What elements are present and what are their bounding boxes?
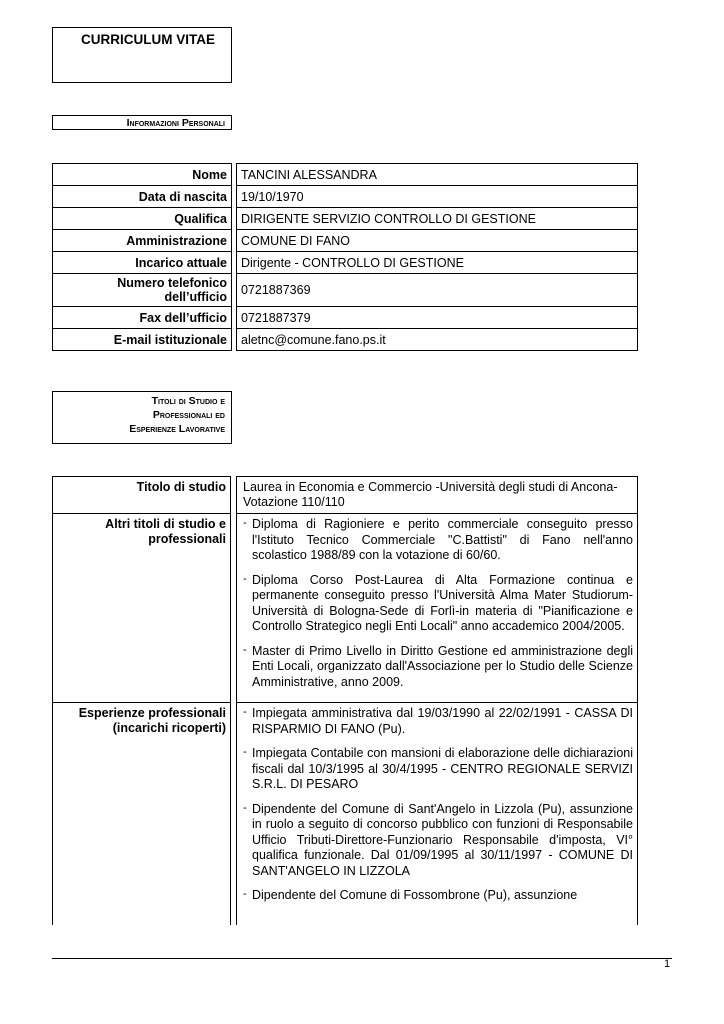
row-label: Numero telefonico dell’ufficio [52, 274, 232, 307]
list-item [243, 802, 633, 880]
row-value [236, 703, 638, 925]
row-label: Incarico attuale [52, 252, 232, 274]
row-label: Altri titoli di studio e professionali [52, 514, 231, 703]
table-row [52, 230, 638, 252]
dash-bullet-icon: - [243, 746, 247, 758]
row-value [236, 514, 638, 703]
list-item [243, 573, 633, 635]
footer-divider [52, 958, 672, 959]
list-item-text: Diploma Corso Post-Laurea di Alta Formazione continua e permanente conseguito presso l'Università Alma Mater Studiorum-Università di Bologna-Sede di Forlì-in materia di "Pianificazione e Controllo Strategico negli Enti Locali" anno accademico 2004/2005. [252, 572, 633, 633]
row-label: Esperienze professionali (incarichi ricoperti) [52, 703, 231, 925]
section-heading-studies [52, 391, 232, 444]
list-item [243, 517, 633, 564]
row-value: COMUNE DI FANO [236, 230, 638, 252]
row-label: Fax dell’ufficio [52, 307, 232, 329]
table-row [52, 186, 638, 208]
dash-bullet-icon: - [243, 801, 247, 814]
title-box [52, 27, 232, 83]
list-item-text: Master di Primo Livello in Diritto Gestione ed amministrazione degli Enti Locali, organizzato dall'Associazione per lo Studio delle Scienze Amministrative, anno 2009. [252, 643, 633, 689]
list-item-text: Dipendente del Comune di Fossombrone (Pu), assunzione [252, 888, 578, 902]
table-row [52, 208, 638, 230]
section-heading-line: Esperienze Lavorative [129, 423, 225, 435]
row-value: 0721887369 [236, 274, 638, 307]
dash-bullet-icon: - [243, 517, 247, 529]
dash-bullet-icon: - [243, 572, 247, 585]
table-row [52, 307, 638, 329]
table-row [52, 274, 638, 307]
row-value: TANCINI ALESSANDRA [236, 163, 638, 186]
row-label: Qualifica [52, 208, 232, 230]
row-label: Nome [52, 163, 232, 186]
row-value: 0721887379 [236, 307, 638, 329]
list-item-text: Impiegata Contabile con mansioni di elaborazione delle dichiarazioni fiscali dal 10/3/1995 al 30/4/1995 - CENTRO REGIONALE SERVIZI S.R.L. DI PESARO [252, 746, 633, 791]
table-row [52, 476, 638, 514]
list-item [243, 746, 633, 793]
list-item [243, 888, 633, 904]
row-label: E-mail istituzionale [52, 329, 232, 351]
table-row [52, 163, 638, 186]
page-title: CURRICULUM VITAE [81, 32, 215, 47]
dash-bullet-icon: - [243, 706, 247, 718]
list-item [243, 706, 633, 737]
row-value: DIRIGENTE SERVIZIO CONTROLLO DI GESTIONE [236, 208, 638, 230]
page-number: 1 [664, 958, 671, 970]
row-label: Data di nascita [52, 186, 232, 208]
dash-bullet-icon: - [243, 643, 247, 656]
row-label: Amministrazione [52, 230, 232, 252]
row-value: aletnc@comune.fano.ps.it [236, 329, 638, 351]
table-row [52, 514, 638, 703]
studies-table [52, 476, 638, 925]
list-item [243, 644, 633, 691]
section-heading-line: Professionali ed [152, 409, 225, 421]
row-value: Laurea in Economia e Commercio -Università degli studi di Ancona- Votazione 110/110 [236, 476, 638, 514]
list-item-text: Impiegata amministrativa dal 19/03/1990 al 22/02/1991 - CASSA DI RISPARMIO DI FANO (Pu). [252, 706, 633, 736]
table-row [52, 252, 638, 274]
row-value: Dirigente - CONTROLLO DI GESTIONE [236, 252, 638, 274]
section-heading-line: Titoli di Studio e [151, 395, 225, 407]
personal-info-table [52, 163, 638, 351]
list-item-text: Dipendente del Comune di Sant'Angelo in Lizzola (Pu), assunzione in ruolo a seguito di concorso pubblico con funzioni di Responsabile Ufficio Tributi-Direttore-Funzionario Responsabile d'imposta, VI° qualifica funzionale. Dal 01/09/1995 al 30/11/1997 - COMUNE DI SANT'ANGELO IN LIZZOLA [252, 801, 633, 878]
row-label: Titolo di studio [52, 476, 231, 514]
list-item-text: Diploma di Ragioniere e perito commerciale conseguito presso l'Istituto Tecnico Commerciale "C.Battisti" di Fano nell'anno scolastico 1988/89 con la votazione di 60/60. [252, 517, 633, 562]
section-heading-personal: Informazioni Personali [52, 115, 232, 130]
row-value: 19/10/1970 [236, 186, 638, 208]
dash-bullet-icon: - [243, 888, 247, 900]
table-row [52, 703, 638, 925]
table-row [52, 329, 638, 351]
